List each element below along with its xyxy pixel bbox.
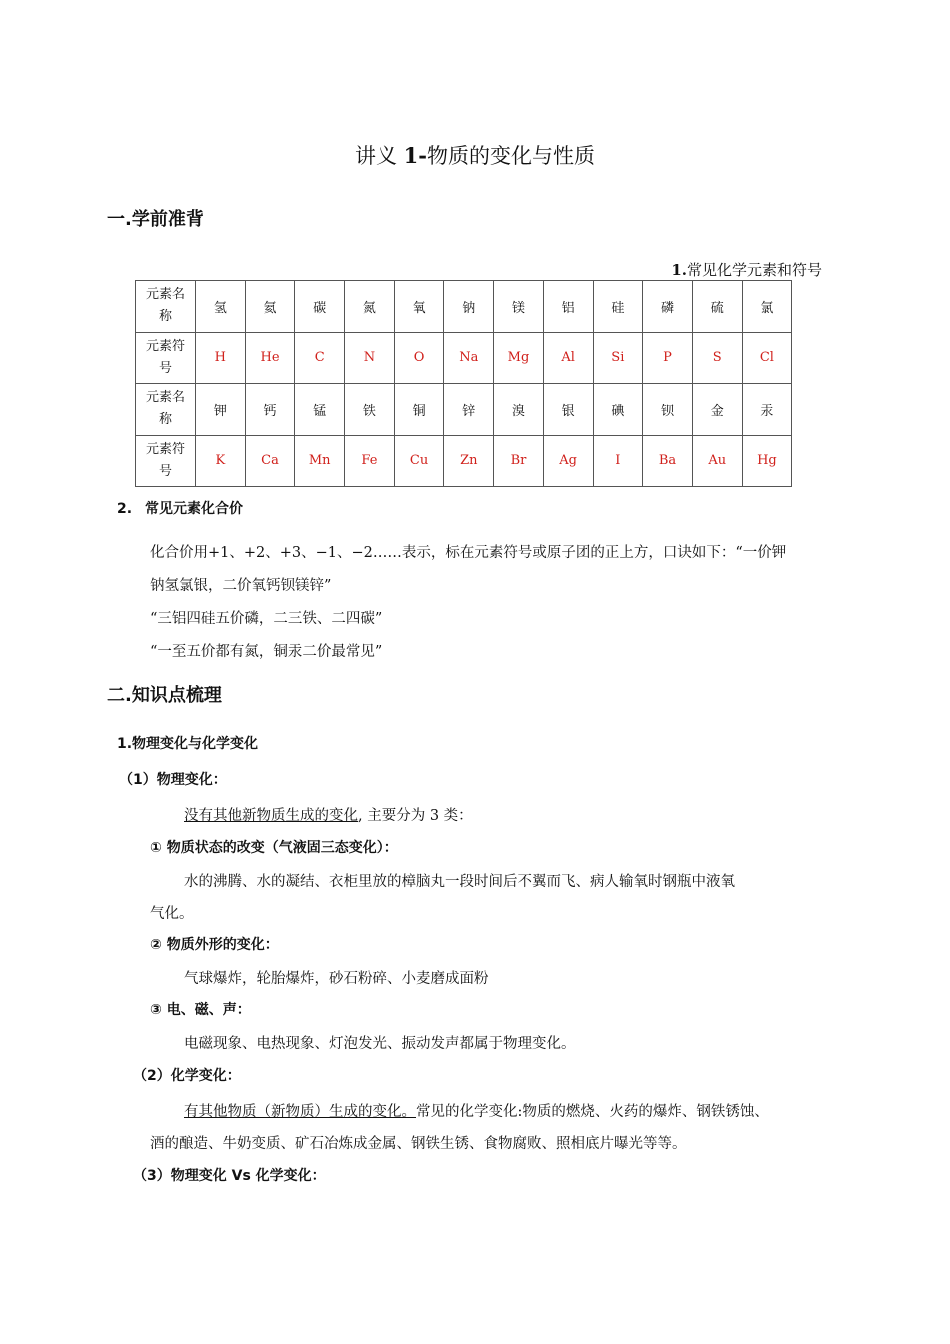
element-name-cell: 氮 [345,281,395,333]
element-name-cell: 磷 [643,281,693,333]
item-state-change-text: 水的沸腾、水的凝结、衣柜里放的樟脑丸一段时间后不翼而飞、病人输氧时钢瓶中液氧 [184,874,735,890]
element-symbol-cell: Cl [742,332,792,384]
item-electric-text: 电磁现象、电热现象、灯泡发光、振动发声都属于物理变化。 [184,1036,576,1052]
element-name-cell: 锰 [295,384,345,436]
element-name-cell: 硅 [593,281,643,333]
valence-text-line: 钠氢氯银，二价氧钙钡镁锌” [150,578,332,594]
element-name-cell: 氧 [394,281,444,333]
table-row [136,384,792,436]
row-header-text: 称 [158,309,172,325]
item-state-change-title: ① 物质状态的改变（气液固三态变化）： [150,840,398,856]
element-name-cell: 金 [692,384,742,436]
valence-section-title: 2. 常见元素化合价 [117,501,243,517]
element-name-cell: 氯 [742,281,792,333]
element-symbol-cell: Zn [444,435,494,487]
element-name-cell: 氢 [196,281,246,333]
element-name-cell: 钾 [196,384,246,436]
item-shape-change-title: ② 物质外形的变化： [150,937,279,953]
element-name-cell: 碘 [593,384,643,436]
row-header-text: 号 [158,463,172,479]
element-symbol-cell: Au [692,435,742,487]
element-symbol-cell: Fe [345,435,395,487]
element-symbol-cell: Si [593,332,643,384]
row-header-text: 元素名 [145,287,185,303]
table-row [136,281,792,333]
element-name-cell: 汞 [742,384,792,436]
subsection-title: 1.物理变化与化学变化 [117,736,259,752]
element-name-cell: 钠 [444,281,494,333]
element-table [135,280,792,487]
section-heading-pre-study: 一.学前准背 [107,209,204,230]
element-symbol-cell: S [692,332,742,384]
element-symbol-cell: Mg [494,332,544,384]
element-name-cell: 钙 [245,384,295,436]
valence-text-line: 化合价用+1、+2、+3、−1、−2……表示，标在元素符号或原子团的正上方，口诀如下：“一价钾 [150,545,787,561]
chemical-change-definition-line2: 酒的酿造、牛奶变质、矿石冶炼成金属、钢铁生锈、食物腐败、照相底片曝光等等。 [150,1136,687,1152]
row-header [136,384,196,436]
row-header [136,435,196,487]
chemical-change-heading: （2）化学变化： [133,1068,241,1084]
element-symbol-cell: I [593,435,643,487]
item-state-change-text: 气化。 [150,906,194,922]
element-symbol-cell: Ba [643,435,693,487]
row-header-text: 元素名 [145,390,185,406]
element-symbol-cell: Ca [245,435,295,487]
element-name-cell: 镁 [494,281,544,333]
element-symbol-cell: He [245,332,295,384]
row-header-text: 元素符 [145,441,185,457]
element-symbol-cell: Hg [742,435,792,487]
element-symbol-cell: Cu [394,435,444,487]
element-symbol-cell: Ag [543,435,593,487]
row-header [136,332,196,384]
element-name-cell: 钡 [643,384,693,436]
chemical-change-definition: 有其他物质（新物质）生成的变化。常见的化学变化:物质的燃烧、火药的爆炸、钢铁锈蚀、 [184,1104,769,1120]
row-header-text: 号 [158,360,172,376]
element-symbol-cell: Br [494,435,544,487]
element-symbol-cell: H [196,332,246,384]
element-name-cell: 银 [543,384,593,436]
element-symbol-cell: K [196,435,246,487]
element-name-cell: 碳 [295,281,345,333]
element-symbol-cell: P [643,332,693,384]
row-header-text: 称 [158,412,172,428]
physical-change-heading: （1）物理变化： [119,772,227,788]
table-caption: 1.常见化学元素和符号 [671,261,822,279]
element-name-cell: 氦 [245,281,295,333]
table-row [136,332,792,384]
valence-text-line: “一至五价都有氮，铜汞二价最常见” [150,644,383,660]
item-shape-change-text: 气球爆炸，轮胎爆炸，砂石粉碎、小麦磨成面粉 [184,971,489,987]
element-name-cell: 铝 [543,281,593,333]
comparison-heading: （3）物理变化 Vs 化学变化： [133,1168,326,1184]
element-symbol-cell: Al [543,332,593,384]
element-name-cell: 硫 [692,281,742,333]
row-header [136,281,196,333]
item-electric-title: ③ 电、磁、声： [150,1002,251,1018]
table-row [136,435,792,487]
section-heading-knowledge: 二.知识点梳理 [107,685,222,706]
row-header-text: 元素符 [145,338,185,354]
element-symbol-cell: O [394,332,444,384]
element-name-cell: 铁 [345,384,395,436]
physical-change-definition: 没有其他新物质生成的变化, 主要分为 3 类： [184,808,473,824]
element-symbol-cell: N [345,332,395,384]
element-symbol-cell: Na [444,332,494,384]
element-name-cell: 锌 [444,384,494,436]
valence-text-line: “三铝四硅五价磷，二三铁、二四碳” [150,611,383,627]
element-name-cell: 溴 [494,384,544,436]
page-title: 讲义 1-物质的变化与性质 [354,143,595,168]
element-symbol-cell: Mn [295,435,345,487]
element-symbol-cell: C [295,332,345,384]
element-name-cell: 铜 [394,384,444,436]
